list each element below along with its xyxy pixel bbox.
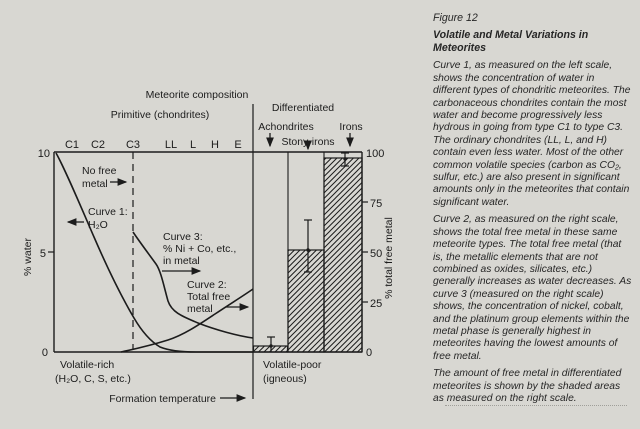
category-labels <box>65 139 242 151</box>
left-tick-label-5: 5 <box>39 248 46 260</box>
figure-number: Figure 12 <box>433 12 478 24</box>
category-l: L <box>189 139 197 151</box>
volatile-poor-line1: Volatile-poor <box>263 359 322 371</box>
right-tick-label-50: 50 <box>370 248 383 260</box>
curve1-label-line2: H₂O <box>88 219 108 231</box>
category-ll: LL <box>164 139 178 151</box>
caption-paragraph-1: Curve 1, as measured on the left scale, shows the concentration of water in different types of chondritic meteorites. The carbonaceous chondrites contain the most water and become progressively less hydrous in going from type C1 to type C3. The ordinary chondrites (LL, L, and H) contain even less water. Most of the other common volatile species (carbon as CO₂, sulfur, etc.) are also present in significant amounts only in the meteorites that contain significant water. <box>433 60 631 208</box>
formation-temperature-label: Formation temperature <box>109 393 216 405</box>
caption-paragraph-3: The amount of free metal in differentiated meteorites is shown by the shaded areas as measured on the right scale. <box>433 368 622 404</box>
figure-caption <box>433 12 632 410</box>
bar-stony-irons <box>288 250 324 352</box>
category-c2: C2 <box>90 139 106 151</box>
right-tick-label-75: 75 <box>370 198 383 210</box>
curve2-label-line1: Curve 2: <box>187 279 227 291</box>
figure-title: Volatile and Metal Variations in Meteorites <box>433 29 589 55</box>
volatile-rich-line2: (H₂O, C, S, etc.) <box>55 373 131 385</box>
right-ticks <box>362 202 368 302</box>
right-axis-title: % total free metal <box>383 217 395 299</box>
group-differentiated-label: Differentiated <box>271 102 335 114</box>
volatile-poor-line2: (igneous) <box>263 373 307 385</box>
category-e: E <box>234 139 242 151</box>
no-free-metal-line2: metal <box>82 178 108 190</box>
caption-paragraph-2: Curve 2, as measured on the right scale, shows the total free metal in these same meteorite types. The total free metal (that is, the metallic elements that are not combined as oxides, silicates, etc.) generally increases as water decreases. As curve 3 (measured on the right scale) shows, the concentration of nickel, cobalt, and the platinum group elements within the metal phase is generally highest in meteorites having the lowest amounts of free metal. <box>433 214 632 362</box>
bar-irons <box>324 158 362 352</box>
category-c3: C3 <box>125 139 141 151</box>
category-h: H <box>211 139 219 151</box>
left-tick-label-10: 10 <box>37 148 50 160</box>
curve3-label-line1: Curve 3: <box>163 231 203 243</box>
irons-label: Irons <box>339 121 363 133</box>
achondrites-label: Achondrites <box>258 121 314 133</box>
right-tick-label-0: 0 <box>366 347 373 359</box>
curve2-label-line2: Total free <box>187 291 231 303</box>
stony-irons-label: Stony-irons <box>281 136 335 148</box>
left-axis-title: % water <box>22 238 34 276</box>
scan-dotted-rule <box>445 405 627 406</box>
curve3-label-line3: in metal <box>163 255 200 267</box>
curve1-label-line1: Curve 1: <box>88 206 128 218</box>
right-tick-label-25: 25 <box>370 298 383 310</box>
no-free-metal-line1: No free <box>82 165 117 177</box>
curve3-label-line2: % Ni + Co, etc., <box>163 243 237 255</box>
category-c1: C1 <box>64 139 80 151</box>
curve2-label-line3: metal <box>187 303 213 315</box>
right-tick-label-100: 100 <box>366 148 385 160</box>
chart-title: Meteorite composition <box>145 89 249 101</box>
group-primitive-label: Primitive (chondrites) <box>110 109 210 121</box>
volatile-rich-line1: Volatile-rich <box>60 359 115 371</box>
left-tick-label-0: 0 <box>41 347 48 359</box>
